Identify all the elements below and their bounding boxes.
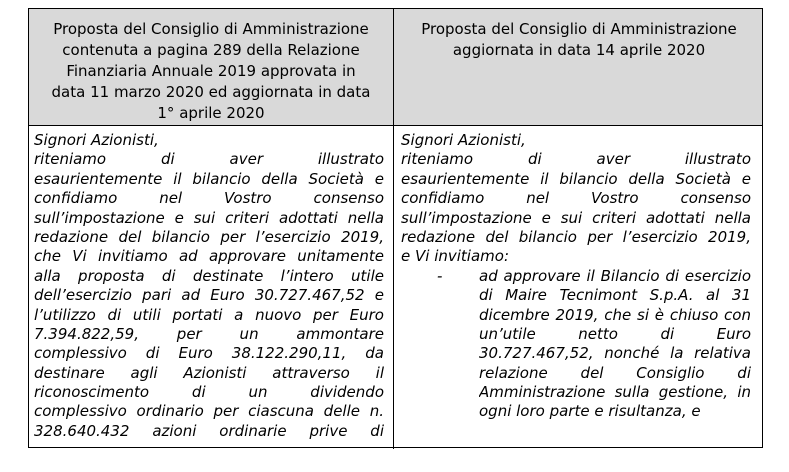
body-line: esaurientemente il bilancio della Società e (34, 169, 384, 188)
body-line: riteniamo di aver illustrato (401, 150, 751, 169)
header-right-line: aggiornata in data 14 aprile 2020 (452, 41, 706, 59)
header-left-line: Finanziaria Annuale 2019 approvata in (66, 62, 356, 80)
right-body-cell (401, 131, 751, 422)
body-line: alla proposta di destinate l’intero utile (34, 266, 384, 285)
body-line: redazione del bilancio per l’esercizio 2019, (401, 227, 751, 246)
bullet-dash: - (437, 266, 443, 285)
bullet-line: di Maire Tecnimont S.p.A. al 31 (479, 286, 751, 305)
bullet-line: dicembre 2019, che si è chiuso con (479, 305, 751, 324)
left-body-cell (34, 131, 384, 441)
header-left-line: Proposta del Consiglio di Amministrazione (53, 20, 369, 38)
bullet-line: relazione del Consiglio di (479, 363, 751, 382)
body-line: confidiamo nel Vostro consenso (401, 189, 751, 208)
body-line: complessivo di Euro 38.122.290,11, da (34, 344, 384, 363)
header-left-line: data 11 marzo 2020 ed aggiornata in data (51, 83, 371, 101)
bullet-line: ad approvare il Bilancio di esercizio (479, 266, 751, 285)
bullet-item (401, 267, 751, 422)
bullet-text (479, 267, 751, 422)
body-line: Signori Azionisti, (34, 131, 159, 149)
body-line: confidiamo nel Vostro consenso (34, 189, 384, 208)
bullet-line: un’utile netto di Euro (479, 324, 751, 343)
proposal-comparison-table (28, 8, 763, 448)
body-line: 7.394.822,59, per un ammontare (34, 324, 384, 343)
body-line: l’utilizzo di utili portati a nuovo per Euro (34, 305, 384, 324)
body-line: dell’esercizio pari ad Euro 30.727.467,52 e (34, 286, 384, 305)
body-line: e Vi invitiamo: (401, 247, 509, 266)
header-right-cell (401, 19, 757, 61)
header-right-line: Proposta del Consiglio di Amministrazione (421, 20, 737, 38)
body-line: destinare agli Azionisti attraverso il (34, 363, 384, 382)
body-line: esaurientemente il bilancio della Società e (401, 169, 751, 188)
body-line: redazione del bilancio per l’esercizio 2019, (34, 227, 384, 246)
body-line: riteniamo di aver illustrato (34, 150, 384, 169)
header-left-line: contenuta a pagina 289 della Relazione (62, 41, 360, 59)
body-line: complessivo ordinario per ciascuna delle n. (34, 402, 384, 421)
bullet-line: ogni loro parte e risultanza, e (479, 402, 701, 421)
column-divider (393, 9, 394, 449)
body-line: sull’impostazione e sui criteri adottati nella (401, 208, 751, 227)
body-line: Signori Azionisti, (401, 131, 526, 149)
body-line: sull’impostazione e sui criteri adottati nella (34, 208, 384, 227)
header-left-cell (35, 19, 387, 124)
body-line: riconoscimento di un dividendo (34, 383, 384, 402)
body-line: 328.640.432 azioni ordinarie prive di (34, 421, 384, 440)
bullet-line: Amministrazione sulla gestione, in (479, 383, 751, 402)
bullet-line: 30.727.467,52, nonché la relativa (479, 344, 751, 363)
body-line: che Vi invitiamo ad approvare unitamente (34, 247, 384, 266)
header-left-line: 1° aprile 2020 (157, 104, 265, 122)
